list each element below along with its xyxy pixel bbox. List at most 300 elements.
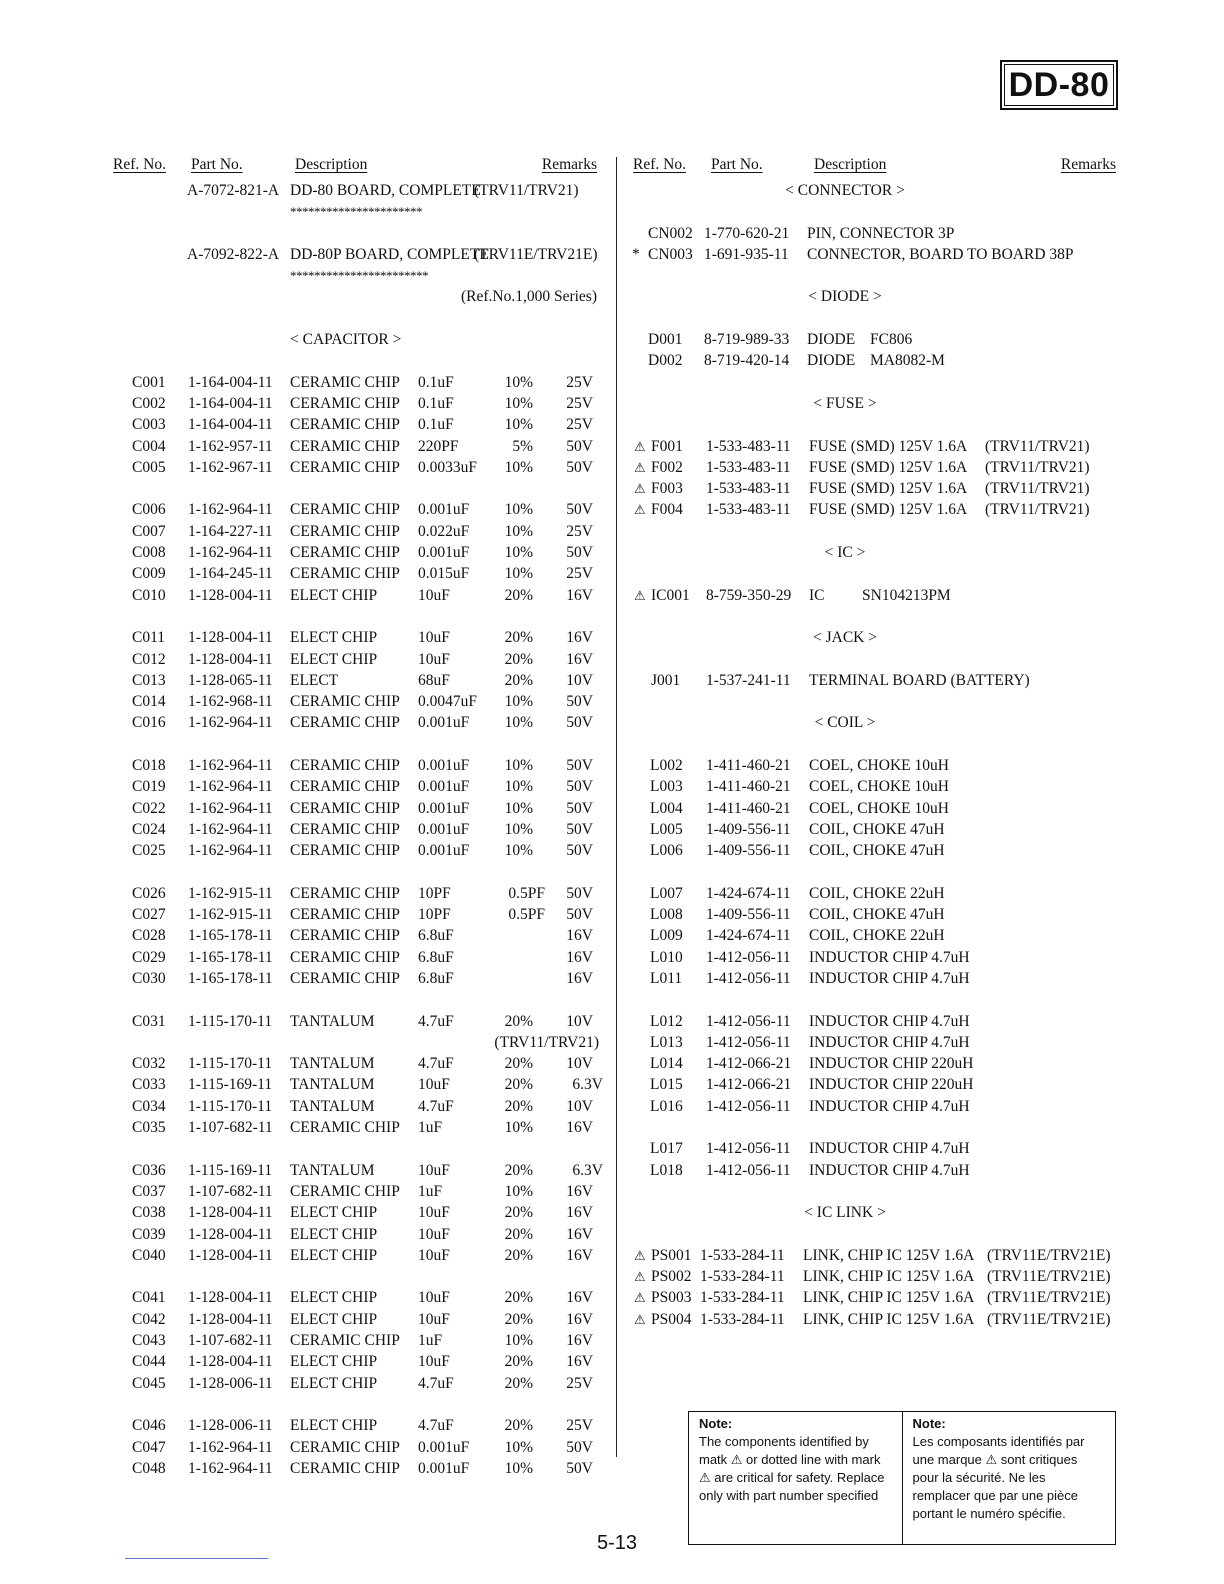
coil-row	[630, 968, 1120, 989]
capacitor-row	[110, 393, 605, 414]
description: CERAMIC CHIP	[290, 416, 400, 434]
description: TANTALUM	[290, 1097, 375, 1115]
tolerance: 10%	[504, 522, 533, 540]
ref-no: C009	[132, 565, 166, 583]
ref-no: C027	[132, 906, 166, 924]
coil-row	[630, 925, 1120, 946]
tolerance: 20%	[504, 629, 533, 647]
tolerance: 0.5PF	[508, 906, 545, 924]
ref-no: C016	[132, 714, 166, 732]
safety-notes	[688, 1411, 1116, 1545]
tolerance: 20%	[504, 671, 533, 689]
voltage: 50V	[566, 1459, 593, 1477]
ref-no: L018	[650, 1161, 683, 1179]
description: CERAMIC CHIP	[290, 394, 400, 412]
description: CERAMIC CHIP	[290, 969, 400, 987]
value: 4.7uF	[418, 1374, 454, 1392]
part-no: 1-128-004-11	[188, 1310, 273, 1328]
description: LINK, CHIP IC 125V 1.6A	[803, 1289, 975, 1307]
tolerance: 10%	[504, 1119, 533, 1137]
voltage: 25V	[566, 522, 593, 540]
value: 0.1uF	[418, 373, 454, 391]
description: CERAMIC CHIP	[290, 906, 400, 924]
description: INDUCTOR CHIP 4.7uH	[809, 948, 970, 966]
remark: (TRV11/TRV21)	[985, 480, 1090, 498]
part-no: 1-424-674-11	[706, 884, 791, 902]
part-no: 8-759-350-29	[706, 586, 792, 604]
part-no: 1-128-004-11	[188, 1204, 273, 1222]
ref-no: C022	[132, 799, 166, 817]
note-body: The components identified by matk ⚠ or dotted line with mark ⚠ are critical for safety. Replace only with part number specified	[699, 1434, 885, 1503]
capacitor-row	[110, 542, 605, 563]
ref-no: L007	[650, 884, 683, 902]
capacitor-note	[110, 1032, 605, 1053]
warning-icon: ⚠	[634, 1247, 646, 1263]
value: 10uF	[418, 1289, 450, 1307]
value: 0.015uF	[418, 565, 470, 583]
ref-no: L009	[650, 927, 683, 945]
board-note: (TRV11E/TRV21E)	[474, 245, 598, 263]
ref-no: PS003	[651, 1289, 692, 1307]
description: INDUCTOR CHIP 220uH	[809, 1055, 974, 1073]
description: COIL, CHOKE 47uH	[809, 842, 945, 860]
capacitor-row	[110, 1160, 605, 1181]
part-no: 1-115-169-11	[188, 1161, 273, 1179]
type: FC806	[870, 331, 913, 349]
part-no: 1-162-964-11	[188, 1459, 273, 1477]
capacitor-row	[110, 1245, 605, 1266]
iclink-row	[630, 1266, 1120, 1287]
part-no: 1-164-245-11	[188, 565, 273, 583]
voltage: 50V	[566, 778, 593, 796]
ref-no: D002	[648, 352, 683, 370]
voltage: 25V	[566, 565, 593, 583]
ref-no: C024	[132, 820, 166, 838]
header-part: Part No.	[711, 156, 763, 173]
part-no: 1-533-284-11	[700, 1310, 785, 1328]
ref-no: C014	[132, 693, 166, 711]
description: FUSE (SMD) 125V 1.6A	[809, 480, 968, 498]
voltage: 16V	[566, 1246, 593, 1264]
description: FUSE (SMD) 125V 1.6A	[809, 458, 968, 476]
ref-no: L015	[650, 1076, 683, 1094]
part-no: 1-162-968-11	[188, 693, 273, 711]
ref-no: C030	[132, 969, 166, 987]
tolerance: 10%	[504, 820, 533, 838]
capacitor-row	[110, 819, 605, 840]
capacitor-row	[110, 1330, 605, 1351]
part-no: 1-424-674-11	[706, 927, 791, 945]
description: CERAMIC CHIP	[290, 1119, 400, 1137]
tolerance: 20%	[504, 1076, 533, 1094]
tolerance: 20%	[504, 1055, 533, 1073]
header-part: Part No.	[191, 156, 243, 173]
voltage: 6.3V	[572, 1076, 603, 1094]
value: 1uF	[418, 1182, 443, 1200]
capacitor-row	[110, 904, 605, 925]
description: TANTALUM	[290, 1012, 375, 1030]
capacitor-row	[110, 1011, 605, 1032]
description: TERMINAL BOARD (BATTERY)	[809, 671, 1030, 689]
ref-no: C012	[132, 650, 166, 668]
value: 0.001uF	[418, 757, 470, 775]
remark: (TRV11E/TRV21E)	[987, 1246, 1111, 1264]
tolerance: 20%	[504, 1310, 533, 1328]
tolerance: 20%	[504, 650, 533, 668]
description: CERAMIC CHIP	[290, 757, 400, 775]
tolerance: 5%	[512, 437, 533, 455]
voltage: 50V	[566, 437, 593, 455]
ref-no: C008	[132, 544, 166, 562]
ref-no: C037	[132, 1182, 166, 1200]
tolerance: 10%	[504, 799, 533, 817]
part-no: 1-412-066-21	[706, 1055, 792, 1073]
note-title: Note:	[699, 1416, 733, 1431]
voltage: 50V	[566, 842, 593, 860]
part-no: 1-411-460-21	[706, 757, 791, 775]
stars-line	[110, 265, 605, 286]
capacitor-row	[110, 1224, 605, 1245]
part-no: 1-162-964-11	[188, 820, 273, 838]
part-no: 1-412-056-11	[706, 1140, 791, 1158]
description: CERAMIC CHIP	[290, 522, 400, 540]
fuse-row	[630, 478, 1120, 499]
part-no: 1-128-006-11	[188, 1417, 273, 1435]
board-desc: DD-80P BOARD, COMPLETE	[290, 245, 489, 263]
voltage: 16V	[566, 1353, 593, 1371]
ref-no: C044	[132, 1353, 166, 1371]
coil-row	[630, 819, 1120, 840]
value: 0.1uF	[418, 394, 454, 412]
ref-no: C033	[132, 1076, 166, 1094]
fuse-row	[630, 499, 1120, 520]
voltage: 50V	[566, 884, 593, 902]
part-no: 1-533-284-11	[700, 1289, 785, 1307]
tolerance: 20%	[504, 1353, 533, 1371]
tolerance: 10%	[504, 373, 533, 391]
voltage: 50V	[566, 714, 593, 732]
description: ELECT CHIP	[290, 1225, 378, 1243]
coil-row	[630, 776, 1120, 797]
part-no: 1-770-620-21	[704, 224, 790, 242]
header-remarks: Remarks	[1060, 156, 1116, 173]
value: 0.001uF	[418, 544, 470, 562]
ref-no: C032	[132, 1055, 166, 1073]
part-no: 1-128-004-11	[188, 1289, 273, 1307]
ref-no: L008	[650, 906, 683, 924]
voltage: 10V	[566, 671, 593, 689]
ref-no: IC001	[651, 586, 690, 604]
tolerance: 10%	[504, 842, 533, 860]
value: 10uF	[418, 650, 450, 668]
voltage: 16V	[566, 1225, 593, 1243]
value: 10uF	[418, 1225, 450, 1243]
diode-list	[630, 329, 1120, 372]
capacitor-row	[110, 585, 605, 606]
tolerance: 20%	[504, 1225, 533, 1243]
ref-no: L005	[650, 820, 683, 838]
description: ELECT	[290, 671, 339, 689]
description: IC	[809, 586, 825, 604]
iclink-row	[630, 1287, 1120, 1308]
ref-no: C043	[132, 1332, 166, 1350]
jack-row	[630, 670, 1120, 691]
value: 10uF	[418, 1204, 450, 1222]
description: CERAMIC CHIP	[290, 1332, 400, 1350]
ref-no: L011	[650, 969, 683, 987]
ref-no: C013	[132, 671, 166, 689]
part-no: 1-164-227-11	[188, 522, 273, 540]
value: 10uF	[418, 1246, 450, 1264]
ref-no: C028	[132, 927, 166, 945]
capacitor-row	[110, 712, 605, 733]
voltage: 16V	[566, 1119, 593, 1137]
part-no: 1-128-065-11	[188, 671, 273, 689]
right-column	[630, 156, 1120, 1330]
value: 10uF	[418, 1161, 450, 1179]
stars: ***********************	[290, 268, 428, 284]
ref-no: C048	[132, 1459, 166, 1477]
ref-no: C036	[132, 1161, 166, 1179]
section-capacitor	[110, 329, 605, 350]
ref-no: C039	[132, 1225, 166, 1243]
remark: (TRV11/TRV21)	[985, 458, 1090, 476]
section-jack: < JACK >	[813, 629, 877, 647]
value: 10uF	[418, 1310, 450, 1328]
connector-row	[630, 223, 1120, 244]
ref-no: C025	[132, 842, 166, 860]
voltage: 25V	[566, 394, 593, 412]
iclink-row	[630, 1309, 1120, 1330]
capacitor-row	[110, 436, 605, 457]
part-no: 1-412-056-11	[706, 969, 791, 987]
fuse-row	[630, 457, 1120, 478]
part-no: 1-162-964-11	[188, 799, 273, 817]
part-no: 8-719-989-33	[704, 331, 790, 349]
voltage: 50V	[566, 544, 593, 562]
description: CERAMIC CHIP	[290, 820, 400, 838]
value: 0.0047uF	[418, 693, 477, 711]
ref-no: C018	[132, 757, 166, 775]
part-no: 8-719-420-14	[704, 352, 790, 370]
description: ELECT CHIP	[290, 1353, 378, 1371]
voltage: 25V	[566, 416, 593, 434]
capacitor-row	[110, 925, 605, 946]
diode-row	[630, 350, 1120, 371]
capacitor-row	[110, 670, 605, 691]
fuse-list	[630, 436, 1120, 521]
connector-list	[630, 223, 1120, 266]
coil-row	[630, 904, 1120, 925]
description: CERAMIC CHIP	[290, 799, 400, 817]
part-no: 1-162-964-11	[188, 714, 273, 732]
capacitor-row	[110, 1415, 605, 1436]
capacitor-row	[110, 840, 605, 861]
part-no: 1-162-964-11	[188, 544, 273, 562]
footer-rule	[125, 1558, 268, 1559]
capacitor-row	[110, 691, 605, 712]
ref-no: C002	[132, 394, 166, 412]
part-no: 1-533-483-11	[706, 458, 791, 476]
section-ic: < IC >	[824, 544, 866, 562]
description: LINK, CHIP IC 125V 1.6A	[803, 1268, 975, 1286]
column-header	[630, 156, 1120, 180]
description: CERAMIC CHIP	[290, 544, 400, 562]
capacitor-row	[110, 1181, 605, 1202]
tolerance: 10%	[504, 416, 533, 434]
warning-icon: ⚠	[634, 1311, 646, 1327]
voltage: 50V	[566, 820, 593, 838]
capacitor-row	[110, 798, 605, 819]
ref-no: C006	[132, 501, 166, 519]
part-no: 1-533-483-11	[706, 480, 791, 498]
capacitor-row	[110, 457, 605, 478]
description: DIODE	[807, 331, 856, 349]
part-no: 1-164-004-11	[188, 394, 273, 412]
remark: (TRV11E/TRV21E)	[987, 1289, 1111, 1307]
value: 0.022uF	[418, 522, 470, 540]
ref-no: C040	[132, 1246, 166, 1264]
value: 0.001uF	[418, 714, 470, 732]
description: TANTALUM	[290, 1076, 375, 1094]
capacitor-row	[110, 1437, 605, 1458]
coil-row	[630, 1074, 1120, 1095]
value: 220PF	[418, 437, 459, 455]
description: ELECT CHIP	[290, 1246, 378, 1264]
ref-no: L013	[650, 1033, 683, 1051]
description: COIL, CHOKE 22uH	[809, 884, 945, 902]
tolerance: 10%	[504, 693, 533, 711]
tolerance: 10%	[504, 394, 533, 412]
warning-icon: ⚠	[634, 459, 646, 475]
part-no: 1-412-056-11	[706, 1161, 791, 1179]
connector-row	[630, 244, 1120, 265]
note-english	[689, 1412, 902, 1544]
stars: **********************	[290, 204, 422, 220]
tolerance: 10%	[504, 1459, 533, 1477]
warning-icon: ⚠	[634, 1290, 646, 1306]
value: 0.001uF	[418, 778, 470, 796]
description: LINK, CHIP IC 125V 1.6A	[803, 1310, 975, 1328]
part-no: 1-162-967-11	[188, 458, 273, 476]
header-remarks: Remarks	[541, 156, 597, 173]
capacitor-row	[110, 521, 605, 542]
series-note	[110, 286, 605, 307]
value: 0.1uF	[418, 416, 454, 434]
value: 10uF	[418, 629, 450, 647]
part-no: 1-115-170-11	[188, 1097, 273, 1115]
tolerance: 10%	[504, 458, 533, 476]
value: 4.7uF	[418, 1012, 454, 1030]
description: ELECT CHIP	[290, 1204, 378, 1222]
description: CERAMIC CHIP	[290, 948, 400, 966]
stars-line	[110, 201, 605, 222]
part-no: 1-128-006-11	[188, 1374, 273, 1392]
description: INDUCTOR CHIP 220uH	[809, 1076, 974, 1094]
type: SN104213PM	[862, 586, 951, 604]
ref-no: L016	[650, 1097, 683, 1115]
voltage: 16V	[566, 629, 593, 647]
value: 0.001uF	[418, 501, 470, 519]
description: INDUCTOR CHIP 4.7uH	[809, 1097, 970, 1115]
part-no: 1-162-964-11	[188, 1438, 273, 1456]
capacitor-row	[110, 414, 605, 435]
part-no: 1-412-056-11	[706, 948, 791, 966]
description: ELECT CHIP	[290, 1374, 378, 1392]
description: ELECT CHIP	[290, 650, 378, 668]
part-no: 1-533-284-11	[700, 1246, 785, 1264]
remark: (TRV11/TRV21)	[985, 437, 1090, 455]
tolerance: 10%	[504, 714, 533, 732]
voltage: 50V	[566, 906, 593, 924]
ref-no: C038	[132, 1204, 166, 1222]
coil-row	[630, 755, 1120, 776]
board-line	[110, 180, 605, 201]
capacitor-row	[110, 947, 605, 968]
description: TANTALUM	[290, 1055, 375, 1073]
description: CERAMIC CHIP	[290, 693, 400, 711]
value: 0.001uF	[418, 799, 470, 817]
capacitor-row	[110, 1351, 605, 1372]
tolerance: 20%	[504, 1012, 533, 1030]
board-line	[110, 244, 605, 265]
value: 10uF	[418, 586, 450, 604]
note-french	[902, 1412, 1116, 1544]
note-body: Les composants identifiés par une marque ⚠ sont critiques pour la sécurité. Ne les remplacer que par une pièce portant le numéro spécifie.	[912, 1434, 1085, 1521]
value: 10PF	[418, 884, 451, 902]
tolerance: 10%	[504, 565, 533, 583]
description: INDUCTOR CHIP 4.7uH	[809, 969, 970, 987]
tolerance: 10%	[504, 1438, 533, 1456]
voltage: 50V	[566, 458, 593, 476]
value: 0.001uF	[418, 820, 470, 838]
description: ELECT CHIP	[290, 586, 378, 604]
section-title: < CAPACITOR >	[290, 331, 402, 349]
part-no: 1-164-004-11	[188, 373, 273, 391]
description: INDUCTOR CHIP 4.7uH	[809, 1161, 970, 1179]
header-desc: Description	[295, 156, 368, 173]
header-ref: Ref. No.	[633, 156, 686, 173]
description: CERAMIC CHIP	[290, 437, 400, 455]
part-no: 1-533-483-11	[706, 501, 791, 519]
ref-no: PS004	[651, 1310, 692, 1328]
part-no: 1-537-241-11	[706, 671, 791, 689]
value: 0.001uF	[418, 1459, 470, 1477]
description: TANTALUM	[290, 1161, 375, 1179]
part-no: 1-115-169-11	[188, 1076, 273, 1094]
tolerance: 10%	[504, 1182, 533, 1200]
warning-icon: ⚠	[634, 438, 646, 454]
capacitor-row	[110, 1117, 605, 1138]
ref-no: L012	[650, 1012, 683, 1030]
voltage: 16V	[566, 1310, 593, 1328]
value: 6.8uF	[418, 927, 454, 945]
part-no: 1-409-556-11	[706, 820, 791, 838]
capacitor-row	[110, 627, 605, 648]
board-desc: DD-80 BOARD, COMPLETE	[290, 182, 481, 199]
part-no: 1-128-004-11	[188, 586, 273, 604]
value: 0.001uF	[418, 1438, 470, 1456]
voltage: 16V	[566, 650, 593, 668]
jack-list	[630, 670, 1120, 691]
voltage: 25V	[566, 1374, 593, 1392]
voltage: 6.3V	[572, 1161, 603, 1179]
tolerance: 20%	[504, 1374, 533, 1392]
voltage: 16V	[566, 969, 593, 987]
part-no: 1-411-460-21	[706, 778, 791, 796]
ref-no: CN003	[648, 245, 693, 263]
ref-no: D001	[648, 331, 683, 349]
